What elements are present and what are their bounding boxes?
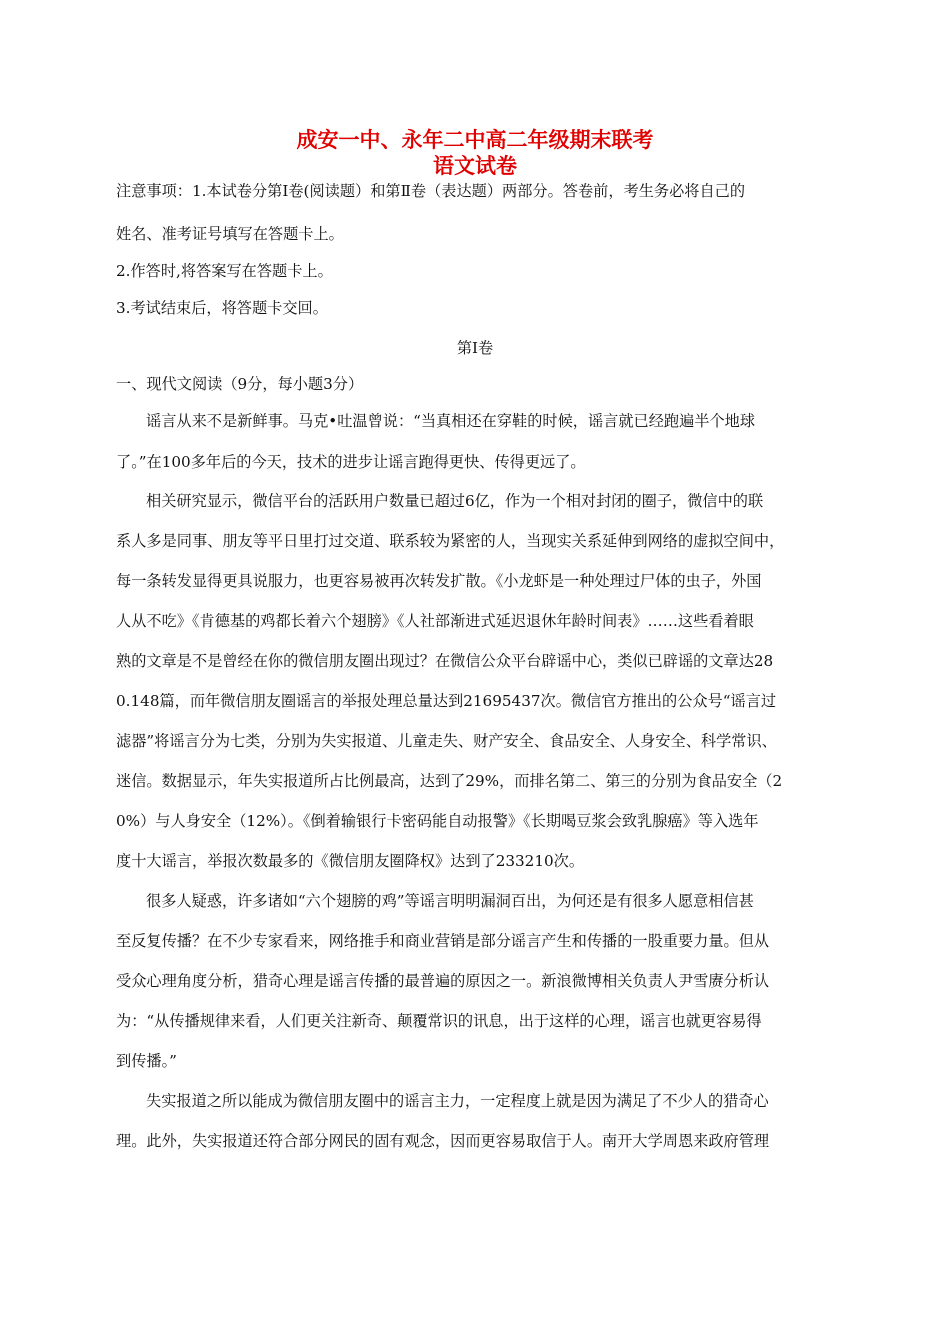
notes-line: 姓名、准考证号填写在答题卡上。 — [116, 225, 344, 243]
passage-line: 熟的文章是不是曾经在你的微信朋友圈出现过？在微信公众平台辟谣中心，类似已辟谣的文章达28 — [116, 652, 774, 670]
passage-line: 受众心理角度分析，猎奇心理是谣言传播的最普遍的原因之一。新浪微博相关负责人尹雪赓分析认 — [116, 972, 770, 990]
passage-line: 到传播。” — [116, 1052, 177, 1070]
exam-title: 成安一中、永年二中高二年级期末联考 — [296, 127, 654, 152]
notes-line: 2.作答时,将答案写在答题卡上。 — [116, 262, 333, 280]
passage-line: 每一条转发显得更具说服力，也更容易被再次转发扩散。《小龙虾是一种处理过尸体的虫子，外国 — [116, 572, 762, 590]
passage-line: 至反复传播？在不少专家看来，网络推手和商业营销是部分谣言产生和传播的一股重要力量。但从 — [116, 932, 770, 950]
passage-line: 0%）与人身安全（12%）。《倒着输银行卡密码能自动报警》《长期喝豆浆会致乳腺癌》等入选年 — [116, 812, 759, 830]
passage-line: 滤器”将谣言分为七类，分别为失实报道、儿童走失、财产安全、食品安全、人身安全、科学常识、 — [116, 732, 777, 750]
passage-line: 迷信。数据显示，年失实报道所占比例最高，达到了29%，而排名第二、第三的分别为食品安全（2 — [116, 772, 783, 790]
passage-line: 了。”在100多年后的今天，技术的进步让谣言跑得更快、传得更远了。 — [116, 453, 586, 471]
volume-heading: 第Ⅰ卷 — [456, 339, 494, 357]
notes-line: 3.考试结束后，将答题卡交回。 — [116, 299, 328, 317]
passage-line: 0.148篇，而年微信朋友圈谣言的举报处理总量达到21695437次。微信官方推出的公众号“谣言过 — [116, 692, 777, 710]
passage-line: 谣言从来不是新鲜事。马克•吐温曾说：“当真相还在穿鞋的时候，谣言就已经跑遍半个地球 — [146, 412, 756, 430]
passage-line: 失实报道之所以能成为微信朋友圈中的谣言主力，一定程度上就是因为满足了不少人的猎奇心 — [146, 1092, 769, 1110]
section-heading: 一、现代文阅读（9分，每小题3分） — [116, 375, 364, 393]
passage-line: 人从不吃》《肯德基的鸡都长着六个翅膀》《人社部渐进式延迟退休年龄时间表》……这些看着眼 — [116, 612, 754, 630]
notes-line: 注意事项：1.本试卷分第Ⅰ卷(阅读题）和第Ⅱ卷（表达题）两部分。答卷前，考生务必将自己的 — [116, 182, 746, 200]
passage-line: 为：“从传播规律来看，人们更关注新奇、颠覆常识的讯息，出于这样的心理，谣言也就更容易得 — [116, 1012, 762, 1030]
passage-line: 理。此外，失实报道还符合部分网民的固有观念，因而更容易取信于人。南开大学周恩来政府管理 — [116, 1132, 770, 1150]
passage-line: 系人多是同事、朋友等平日里打过交道、联系较为紧密的人，当现实关系延伸到网络的虚拟空间中， — [116, 532, 785, 550]
passage-line: 度十大谣言，举报次数最多的《微信朋友圈降权》达到了233210次。 — [116, 852, 585, 870]
passage-line: 相关研究显示，微信平台的活跃用户数量已超过6亿，作为一个相对封闭的圈子，微信中的联 — [146, 492, 764, 510]
exam-subtitle: 语文试卷 — [433, 153, 517, 178]
passage-line: 很多人疑惑，许多诸如“六个翅膀的鸡”等谣言明明漏洞百出，为何还是有很多人愿意相信甚 — [146, 892, 754, 910]
